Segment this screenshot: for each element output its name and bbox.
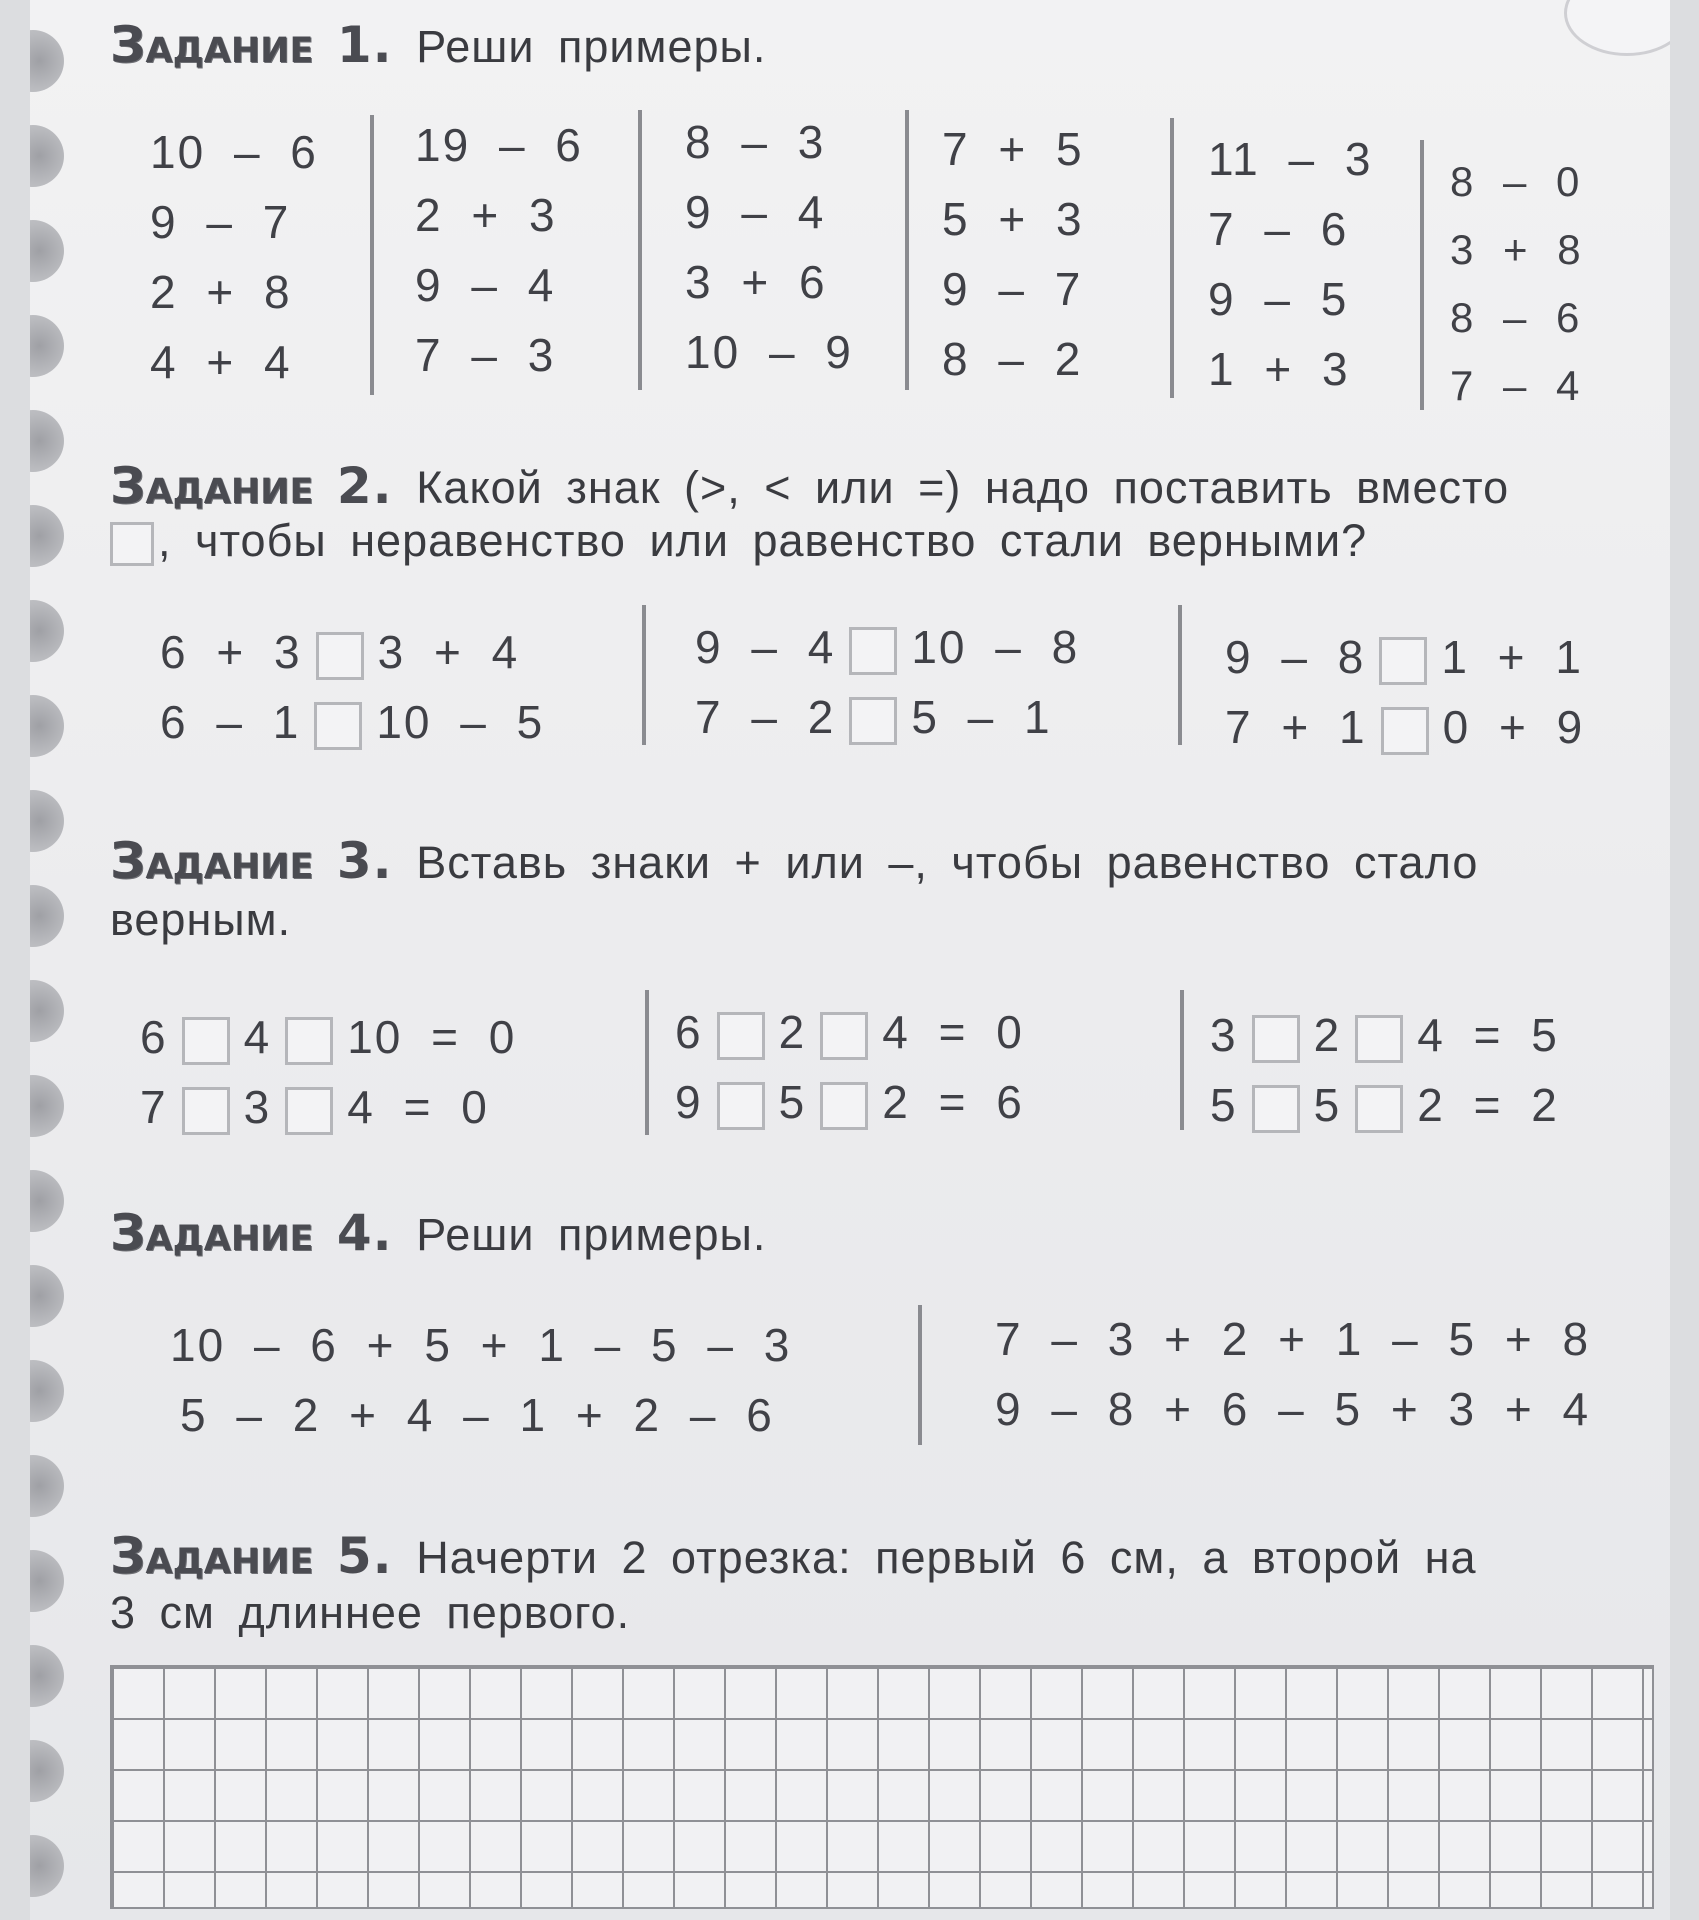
task1-example: 10 – 6	[150, 126, 318, 178]
task3-equation	[675, 1005, 1024, 1060]
column-divider	[918, 1305, 922, 1445]
task2-text-line1: Какой знак (>, < или =) надо поставить вместо	[416, 462, 1510, 513]
operand: 2	[778, 1006, 807, 1058]
sign-box[interactable]	[717, 1012, 765, 1060]
task4-label: Задание	[110, 1204, 314, 1262]
task5-text-line1: Начерти 2 отрезка: первый 6 см, а второй на	[416, 1532, 1477, 1583]
operand: 10	[347, 1011, 403, 1063]
binding-hole	[30, 505, 64, 567]
sign-box[interactable]	[182, 1017, 230, 1065]
task2-comparison	[1225, 630, 1583, 685]
task1-example: 1 + 3	[1208, 343, 1350, 395]
task4-text: Реши примеры.	[416, 1209, 767, 1260]
comparison-left: 9 – 8	[1225, 631, 1366, 683]
task1-example: 8 – 3	[685, 116, 826, 168]
task1-example: 19 – 6	[415, 119, 583, 171]
task1-example: 9 – 5	[1208, 273, 1349, 325]
task2-comparison	[160, 625, 519, 680]
binding-hole	[30, 1835, 64, 1897]
column-divider	[1420, 140, 1424, 410]
operand: 4	[347, 1081, 375, 1133]
binding-hole	[30, 125, 64, 187]
comparison-right: 5 – 1	[911, 691, 1052, 743]
task5-label: Задание	[110, 1527, 314, 1585]
comparison-left: 9 – 4	[695, 621, 836, 673]
comparison-right: 10 – 5	[376, 696, 545, 748]
task3-equation	[1210, 1008, 1559, 1063]
comparison-left: 7 – 2	[695, 691, 836, 743]
comparison-left: 7 + 1	[1225, 701, 1367, 753]
task3-equation	[140, 1080, 489, 1135]
task3-label: Задание	[110, 832, 314, 890]
task4-example: 7 – 3 + 2 + 1 – 5 + 8	[995, 1313, 1591, 1365]
task2-comparison	[695, 690, 1052, 745]
binding-hole	[30, 980, 64, 1042]
operand: 6	[140, 1011, 168, 1063]
task2-heading-line2	[110, 513, 1367, 569]
task3-equation	[140, 1010, 516, 1065]
task1-example: 10 – 9	[685, 326, 853, 378]
answer-box[interactable]	[1379, 637, 1427, 685]
binding-hole	[30, 1170, 64, 1232]
workbook-page	[30, 0, 1670, 1920]
task1-example: 3 + 8	[1450, 226, 1583, 273]
answer-box[interactable]	[849, 697, 897, 745]
task5-heading-line2	[110, 1585, 630, 1641]
task2-heading	[110, 455, 1509, 518]
task1-text: Реши примеры.	[416, 21, 767, 72]
task3-equation	[1210, 1078, 1559, 1133]
operand: 4	[1417, 1009, 1445, 1061]
task1-example: 7 – 4	[1450, 362, 1582, 409]
task2-label: Задание	[110, 457, 314, 515]
answer-box[interactable]	[849, 627, 897, 675]
corner-decoration	[1564, 0, 1670, 56]
task1-example: 9 – 7	[942, 263, 1083, 315]
operand: 9	[675, 1076, 703, 1128]
task3-number: 3.	[336, 832, 393, 890]
equation-result: = 0	[403, 1081, 489, 1133]
column-divider	[370, 115, 374, 395]
operand: 5	[1210, 1079, 1238, 1131]
task1-example: 2 + 8	[150, 266, 292, 318]
equation-result: = 0	[938, 1006, 1024, 1058]
task2-comparison	[1225, 700, 1584, 755]
task3-text-line1: Вставь знаки + или –, чтобы равенство стало	[416, 837, 1479, 888]
sign-box[interactable]	[1355, 1015, 1403, 1063]
binding-hole	[30, 410, 64, 472]
task1-example: 2 + 3	[415, 189, 557, 241]
task1-example: 9 – 4	[685, 186, 826, 238]
binding-hole	[30, 1455, 64, 1517]
binding-hole	[30, 695, 64, 757]
answer-box[interactable]	[316, 632, 364, 680]
operand: 4	[243, 1011, 272, 1063]
column-divider	[645, 990, 649, 1135]
comparison-right: 1 + 1	[1441, 631, 1583, 683]
task1-example: 8 – 0	[1450, 158, 1582, 205]
equation-result: = 6	[938, 1076, 1024, 1128]
operand: 2	[1313, 1009, 1342, 1061]
task4-number: 4.	[336, 1204, 393, 1262]
operand: 3	[1210, 1009, 1238, 1061]
task1-example: 11 – 3	[1208, 133, 1373, 185]
task1-example: 9 – 4	[415, 259, 556, 311]
operand: 6	[675, 1006, 703, 1058]
task2-number: 2.	[336, 457, 393, 515]
task3-equation	[675, 1075, 1024, 1130]
comparison-right: 0 + 9	[1442, 701, 1585, 753]
binding-hole	[30, 1265, 64, 1327]
comparison-right: 10 – 8	[911, 621, 1080, 673]
answer-box[interactable]	[1381, 707, 1429, 755]
operand: 2	[1417, 1079, 1445, 1131]
operand: 2	[882, 1076, 910, 1128]
empty-square-icon	[110, 522, 154, 566]
column-divider	[1180, 990, 1184, 1130]
task1-example: 7 – 3	[415, 329, 556, 381]
comparison-left: 6 – 1	[160, 696, 301, 748]
operand: 4	[882, 1006, 910, 1058]
comparison-right: 3 + 4	[377, 626, 520, 678]
task3-text-line2: верным.	[110, 894, 292, 945]
binding-hole	[30, 790, 64, 852]
sign-box[interactable]	[1252, 1085, 1300, 1133]
spiral-binding	[30, 0, 70, 1920]
task5-number: 5.	[336, 1527, 393, 1585]
task1-example: 3 + 6	[685, 256, 827, 308]
operand: 5	[1313, 1079, 1342, 1131]
sign-box[interactable]	[285, 1017, 333, 1065]
operand: 5	[778, 1076, 807, 1128]
column-divider	[638, 110, 642, 390]
equation-result: = 5	[1473, 1009, 1559, 1061]
task4-example: 9 – 8 + 6 – 5 + 3 + 4	[995, 1383, 1591, 1435]
sign-box[interactable]	[285, 1087, 333, 1135]
equation-result: = 2	[1473, 1079, 1559, 1131]
column-divider	[1178, 605, 1182, 745]
task4-example: 10 – 6 + 5 + 1 – 5 – 3	[170, 1319, 792, 1371]
task1-example: 5 + 3	[942, 193, 1084, 245]
task1-number: 1.	[336, 16, 393, 74]
sign-box[interactable]	[717, 1082, 765, 1130]
column-divider	[1170, 118, 1174, 398]
task1-heading	[110, 14, 766, 77]
sign-box[interactable]	[820, 1012, 868, 1060]
task2-text-line2: , чтобы неравенство или равенство стали верными?	[158, 515, 1368, 566]
binding-hole	[30, 315, 64, 377]
task4-example: 5 – 2 + 4 – 1 + 2 – 6	[180, 1389, 774, 1441]
sign-box[interactable]	[820, 1082, 868, 1130]
column-divider	[905, 110, 909, 390]
comparison-left: 6 + 3	[160, 626, 302, 678]
task3-heading-line2	[110, 892, 291, 948]
binding-hole	[30, 600, 64, 662]
task2-comparison	[160, 695, 544, 750]
task1-example: 7 + 5	[942, 123, 1084, 175]
drawing-grid[interactable]	[110, 1665, 1654, 1909]
task4-heading	[110, 1202, 766, 1265]
binding-hole	[30, 1550, 64, 1612]
task1-example: 4 + 4	[150, 336, 292, 388]
binding-hole	[30, 1645, 64, 1707]
task2-comparison	[695, 620, 1079, 675]
task3-heading	[110, 830, 1478, 893]
task5-heading	[110, 1525, 1477, 1588]
binding-hole	[30, 1360, 64, 1422]
sign-box[interactable]	[1252, 1015, 1300, 1063]
binding-hole	[30, 1075, 64, 1137]
task1-example: 8 – 2	[942, 333, 1083, 385]
task1-example: 8 – 6	[1450, 294, 1582, 341]
answer-box[interactable]	[314, 702, 362, 750]
task5-text-line2: 3 см длиннее первого.	[110, 1587, 631, 1638]
column-divider	[642, 605, 646, 745]
operand: 3	[243, 1081, 272, 1133]
equation-result: = 0	[431, 1011, 517, 1063]
task1-label: Задание	[110, 16, 314, 74]
sign-box[interactable]	[1355, 1085, 1403, 1133]
task1-example: 7 – 6	[1208, 203, 1349, 255]
binding-hole	[30, 885, 64, 947]
binding-hole	[30, 1740, 64, 1802]
operand: 7	[140, 1081, 168, 1133]
sign-box[interactable]	[182, 1087, 230, 1135]
task1-example: 9 – 7	[150, 196, 291, 248]
binding-hole	[30, 220, 64, 282]
binding-hole	[30, 30, 64, 92]
